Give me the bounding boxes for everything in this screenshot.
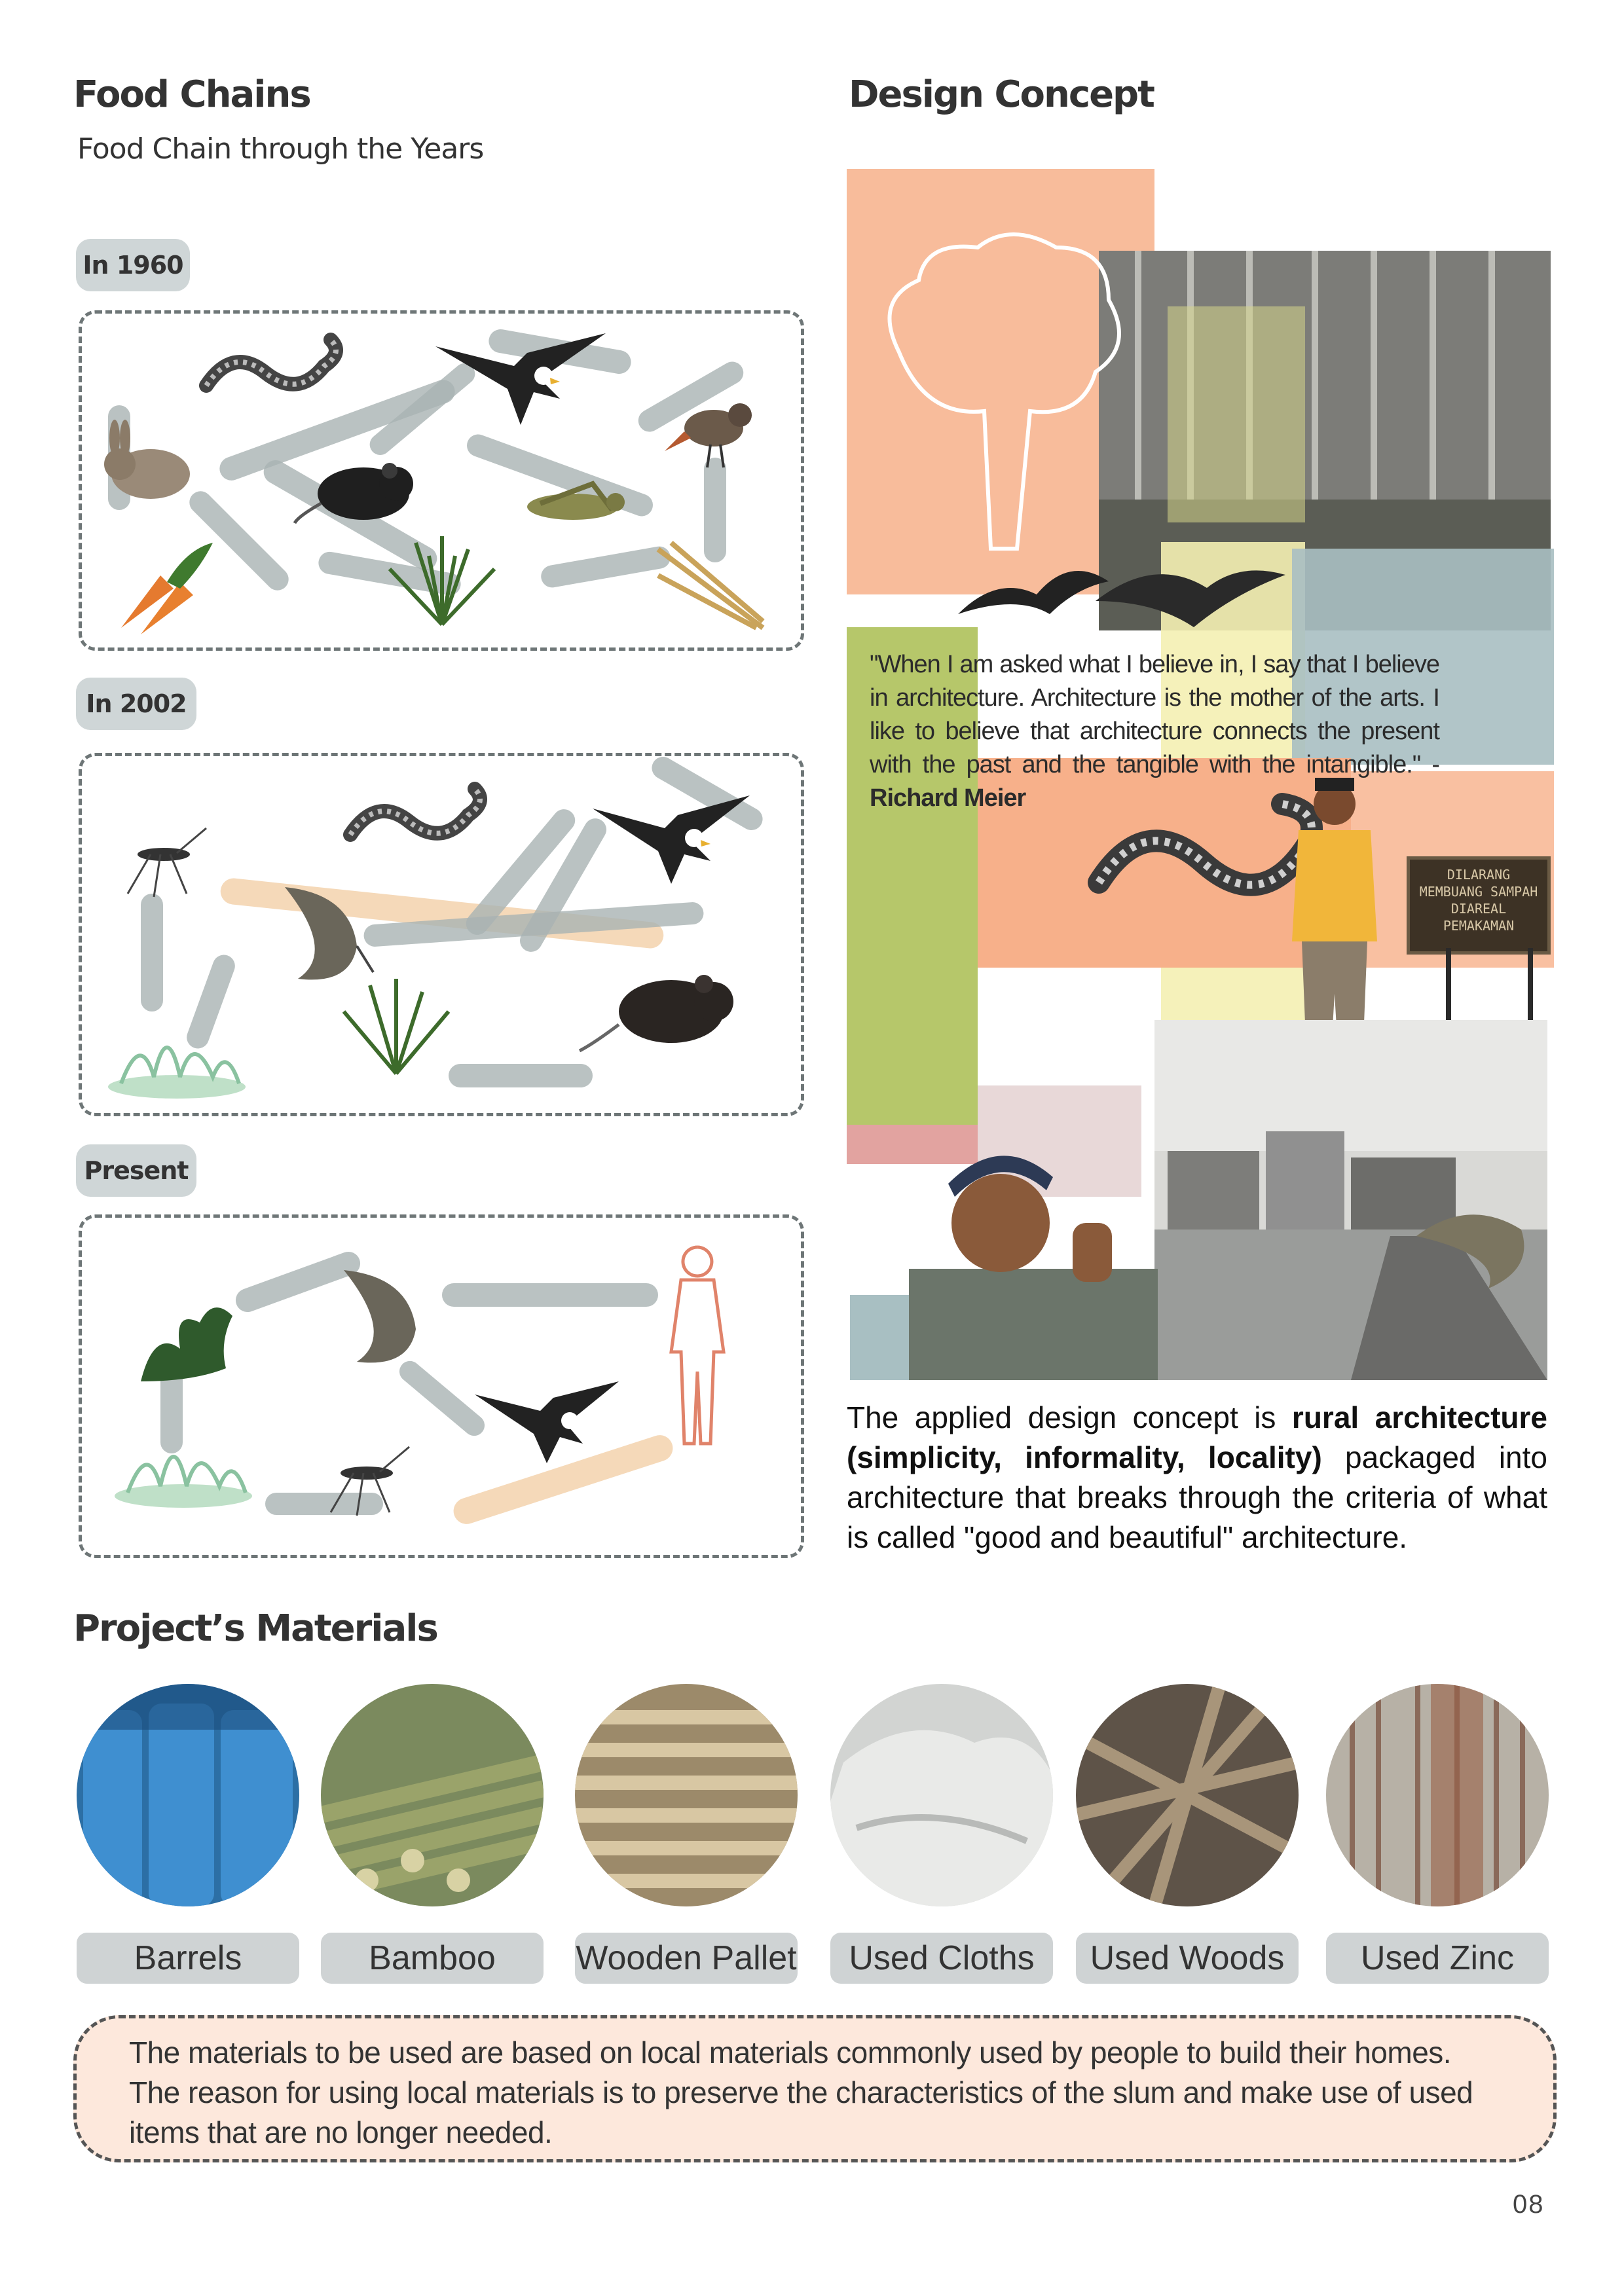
materials-note-box bbox=[73, 2015, 1557, 2162]
wheat-icon bbox=[652, 536, 769, 638]
material-label-used-woods: Used Woods bbox=[1076, 1933, 1299, 1984]
smoking-man-photo bbox=[909, 1125, 1158, 1383]
catfish-icon bbox=[1403, 1197, 1541, 1305]
material-label-barrels: Barrels bbox=[77, 1933, 299, 1984]
design-concept-description: The applied design concept is rural architecture (simplicity, informality, locality) packaged into architecture that breaks through the criteria of what is called "good and beautiful" architecture. bbox=[847, 1400, 1547, 1554]
food-chain-box-2002 bbox=[79, 753, 804, 1116]
warning-sign: DILARANG MEMBUANG SAMPAH DIAREAL PEMAKAMAN bbox=[1407, 856, 1551, 955]
used-cloths-photo bbox=[830, 1684, 1053, 1906]
mosquito-icon bbox=[318, 1434, 416, 1522]
materials-title: Project’s Materials bbox=[73, 1607, 437, 1650]
design-concept-collage bbox=[847, 169, 1547, 1380]
page-number: 08 bbox=[1513, 2190, 1545, 2219]
material-label-wooden-pallet: Wooden Pallet bbox=[575, 1933, 798, 1984]
eagle-icon bbox=[468, 1375, 625, 1470]
materials-note: The materials to be used are based on local materials commonly used by people to build their homes. The reason for using local materials is to preserve the characteristics of the slum and make use of used items that are no longer needed. bbox=[129, 2035, 1473, 2149]
period-label-2002: In 2002 bbox=[76, 678, 196, 730]
grasshopper-icon bbox=[514, 471, 632, 539]
quote-text: "When I am asked what I believe in, I say that I believe in architecture. Architecture is the mother of the arts. I like to believe that architecture connects the present with the past and the tangible with the intangible." - Richard Meier bbox=[870, 651, 1439, 812]
material-label-bamboo: Bamboo bbox=[321, 1933, 544, 1984]
wooden-pallet-photo bbox=[575, 1684, 798, 1906]
catfish-icon bbox=[318, 1257, 429, 1385]
period-label-present: Present bbox=[76, 1144, 196, 1197]
material-label-used-zinc: Used Zinc bbox=[1326, 1933, 1549, 1984]
food-chain-box-present bbox=[79, 1214, 804, 1558]
water-splash-icon bbox=[101, 1005, 252, 1106]
used-woods-photo bbox=[1076, 1684, 1299, 1906]
grass-icon bbox=[377, 530, 507, 631]
rat-icon bbox=[573, 966, 743, 1061]
design-concept-title: Design Concept bbox=[849, 73, 1154, 116]
quote-author: Richard Meier bbox=[870, 784, 1026, 812]
food-chains-title: Food Chains bbox=[73, 73, 310, 116]
food-chain-box-1960 bbox=[79, 310, 804, 651]
mosquito-icon bbox=[115, 815, 213, 903]
used-zinc-photo bbox=[1326, 1684, 1549, 1906]
eagle-icon bbox=[586, 789, 756, 890]
snake-icon bbox=[193, 327, 350, 415]
carrot-icon bbox=[101, 536, 226, 644]
seaweed-icon bbox=[128, 1290, 239, 1391]
grass-icon bbox=[331, 972, 462, 1080]
human-outline-icon bbox=[661, 1241, 733, 1453]
material-label-used-cloths: Used Cloths bbox=[830, 1933, 1053, 1984]
water-splash-icon bbox=[108, 1414, 259, 1516]
eagle-icon bbox=[429, 327, 612, 435]
bird-icon bbox=[665, 392, 763, 474]
food-chains-subtitle: Food Chain through the Years bbox=[77, 132, 484, 166]
barrels-photo bbox=[77, 1684, 299, 1906]
period-label-1960: In 1960 bbox=[76, 239, 190, 291]
bamboo-photo bbox=[321, 1684, 544, 1906]
rat-icon bbox=[291, 458, 422, 533]
birds-silhouette-icon bbox=[958, 536, 1285, 644]
rabbit-icon bbox=[95, 418, 193, 507]
snake-icon bbox=[337, 776, 494, 858]
